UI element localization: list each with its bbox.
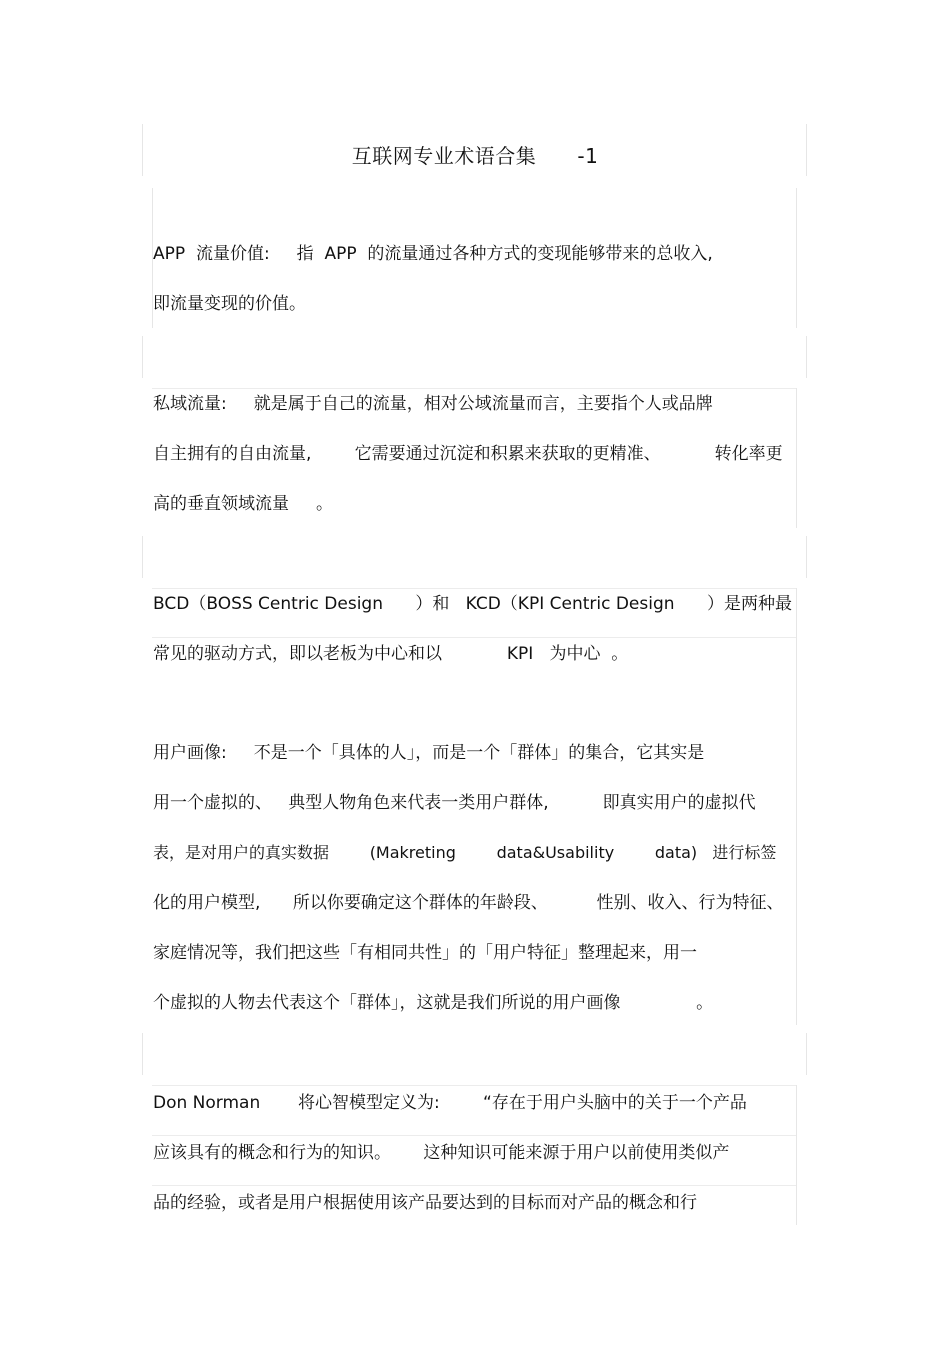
box-edge bbox=[152, 588, 797, 589]
box-edge bbox=[796, 188, 797, 328]
paragraph-line: 常见的驱动方式，即以老板为中心和以 KPI 为中心 。 bbox=[153, 644, 629, 664]
paragraph-line: 品的经验，或者是用户根据使用该产品要达到的目标而对产品的概念和行 bbox=[153, 1193, 697, 1213]
box-edge bbox=[142, 336, 143, 378]
box-edge bbox=[142, 536, 143, 578]
paragraph-line: 即流量变现的价值。 bbox=[153, 294, 306, 314]
box-edge bbox=[152, 637, 797, 638]
box-edge bbox=[142, 1033, 143, 1075]
box-edge bbox=[796, 388, 797, 528]
paragraph-line: 用户画像: 不是一个「具体的人」，而是一个「群体」的集合，它其实是 bbox=[153, 743, 705, 763]
paragraph-line: 私域流量: 就是属于自己的流量，相对公域流量而言，主要指个人或品牌 bbox=[153, 394, 713, 414]
paragraph-line: 个虚拟的人物去代表这个「群体」，这就是我们所说的用户画像 。 bbox=[153, 993, 714, 1013]
paragraph-line: 表，是对用户的真实数据 (Makreting data&Usability data) 进行标签 bbox=[153, 843, 777, 862]
document-title: 互联网专业术语合集 -1 bbox=[351, 144, 599, 168]
paragraph-line: 自主拥有的自由流量, 它需要通过沉淀和积累来获取的更精准、 转化率更 bbox=[153, 444, 783, 464]
box-edge bbox=[152, 388, 797, 389]
paragraph-line: APP 流量价值: 指 APP 的流量通过各种方式的变现能够带来的总收入, bbox=[153, 244, 713, 264]
box-edge bbox=[152, 1085, 797, 1086]
paragraph-line: 用一个虚拟的、 典型人物角色来代表一类用户群体, 即真实用户的虚拟代 bbox=[153, 793, 756, 813]
box-edge bbox=[806, 536, 807, 578]
paragraph-line: 化的用户模型, 所以你要确定这个群体的年龄段、 性别、收入、行为特征、 bbox=[153, 893, 784, 913]
paragraph-line: BCD（BOSS Centric Design ）和 KCD（KPI Centric Design ）是两种最 bbox=[153, 594, 792, 614]
box-edge bbox=[152, 1185, 797, 1186]
box-edge bbox=[152, 1135, 797, 1136]
box-edge bbox=[796, 1085, 797, 1225]
box-edge bbox=[806, 1033, 807, 1075]
paragraph-line: 高的垂直领域流量 。 bbox=[153, 494, 334, 514]
paragraph-line: Don Norman 将心智模型定义为: “存在于用户头脑中的关于一个产品 bbox=[153, 1093, 747, 1113]
box-edge bbox=[806, 336, 807, 378]
paragraph-line: 家庭情况等，我们把这些「有相同共性」的「用户特征」整理起来，用一 bbox=[153, 943, 697, 963]
paragraph-line: 应该具有的概念和行为的知识。 这种知识可能来源于用户以前使用类似产 bbox=[153, 1143, 730, 1163]
box-edge bbox=[796, 588, 797, 1025]
